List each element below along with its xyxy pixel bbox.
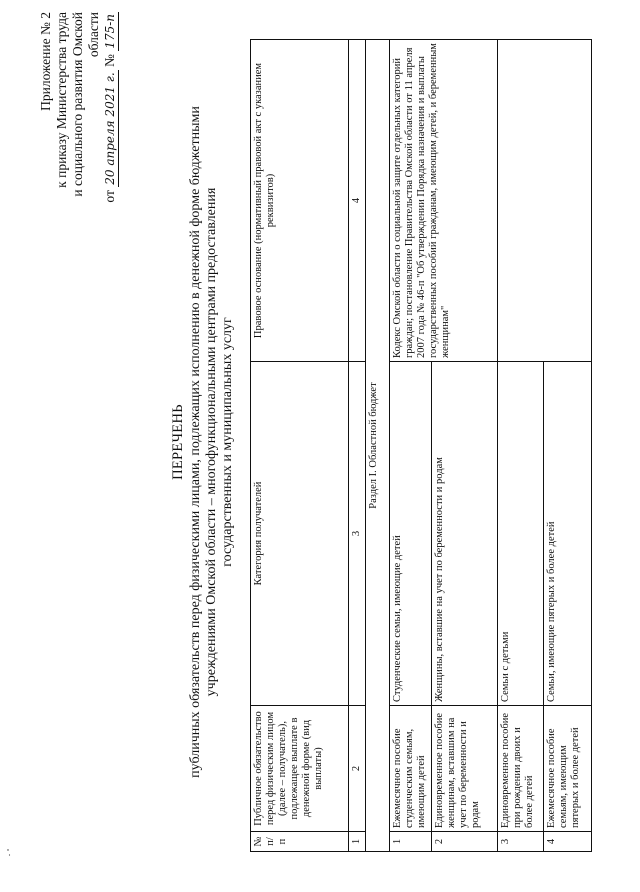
column-number: 2 [349,706,366,832]
section-title: Раздел I. Областной бюджет [366,40,390,852]
column-number: 3 [349,362,366,706]
row-basis-empty [498,40,592,362]
appendix-header [38,12,119,242]
column-number: 4 [349,40,366,362]
row-obligation: Ежемесячное пособие студенческим семьям, имеющим детей [390,706,432,832]
row-category: Женщины, вставшие на учет по беременности и родам [432,362,498,706]
row-num: 1 [390,832,432,852]
number-prefix: № [102,54,117,67]
handwritten-date: 20 апреля 2021 г. [103,72,117,185]
appendix-line-3: и социального развития Омской области [70,12,101,197]
title-line-3: государственных и муниципальных услуг [220,317,235,567]
title-line-2: учреждениями Омской области – многофункциональными центрами предоставления [204,187,219,697]
document-title [170,32,236,852]
header-category: Категория получателей [251,362,349,706]
table-header-row [251,40,349,852]
row-obligation: Единовременное пособие при рождении двоих и более детей [498,706,544,832]
row-num: 3 [498,832,544,852]
column-numbers-row [349,40,366,852]
section-row [366,40,390,852]
header-basis: Правовое основание (нормативный правовой акт с указанием реквизитов) [251,40,349,362]
title-line-1: публичных обязательств перед физическими лицами, подлежащих исполнению в денежной форме бюджетными [188,106,203,778]
row-obligation: Единовременное пособие женщинам, вставшим на учет по беременности и родам [432,706,498,832]
appendix-date-line [102,12,119,242]
title-heading: ПЕРЕЧЕНЬ [170,404,186,480]
row-num: 4 [544,832,592,852]
row-category: Семьи с детьми [498,362,544,706]
table-row [498,40,544,852]
handwritten-number: 175-п [103,14,117,49]
row-category: Семьи, имеющие пятерых и более детей [544,362,592,706]
header-num: № п/п [251,832,349,852]
appendix-line-1: Приложение № 2 [38,12,53,111]
row-basis: Кодекс Омской области о социальной защите отдельных категорий граждан; постановление Правительства Омской области от 11 апреля 2007 года № 46-п "Об утверждении Порядка назначения и выплаты государственных пособий гражданам, имеющим детей, и беременным женщинам" [390,40,498,362]
appendix-line-2: к приказу Министерства труда [54,12,69,188]
column-number: 1 [349,832,366,852]
obligations-table [250,39,592,852]
row-obligation: Ежемесячное пособие семьям, имеющим пятерых и более детей [544,706,592,832]
row-num: 2 [432,832,498,852]
table-row [390,40,432,852]
row-category: Студенческие семьи, имеющие детей [390,362,432,706]
from-prefix: от [102,190,117,203]
scan-specks [6,848,12,858]
header-obligation: Публичное обязательство перед физическим лицом (далее – получатель), подлежащее выплате в денежной форме (вид выплаты) [251,706,349,832]
